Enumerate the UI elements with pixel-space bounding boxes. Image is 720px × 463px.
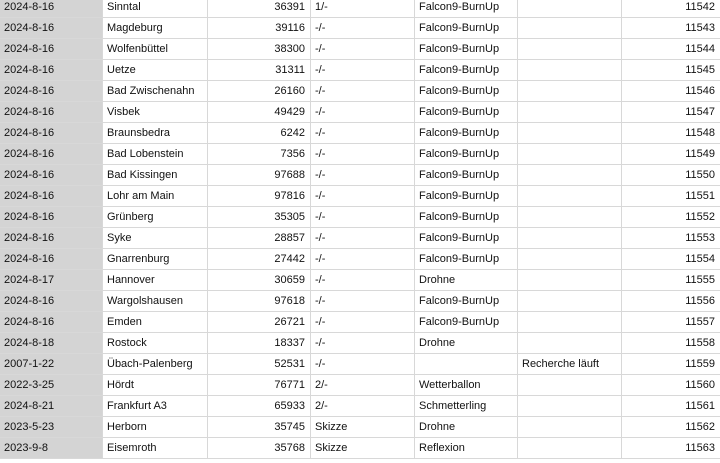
date-cell[interactable]: 2024-8-17: [0, 270, 103, 290]
id-cell[interactable]: 11543: [685, 22, 715, 34]
city-cell[interactable]: Visbek: [103, 102, 208, 122]
table-row: [0, 249, 720, 270]
date-cell[interactable]: 2024-8-16: [0, 165, 103, 185]
code-cell[interactable]: -/-: [311, 312, 415, 332]
type-cell[interactable]: Schmetterling: [415, 396, 518, 416]
city-cell[interactable]: Bad Kissingen: [103, 165, 208, 185]
date-cell[interactable]: 2024-8-16: [0, 312, 103, 332]
code-cell[interactable]: 2/-: [311, 375, 415, 395]
city-cell[interactable]: Sinntal: [103, 0, 208, 17]
date-cell[interactable]: 2024-8-18: [0, 333, 103, 353]
date-cell[interactable]: 2023-5-23: [0, 417, 103, 437]
table-row: [0, 186, 720, 207]
date-cell[interactable]: 2024-8-16: [0, 207, 103, 227]
table-row: [0, 417, 720, 438]
city-cell[interactable]: Übach-Palenberg: [103, 354, 208, 374]
city-cell[interactable]: Bad Lobenstein: [103, 144, 208, 164]
table-row: [0, 39, 720, 60]
status-cell[interactable]: [518, 81, 622, 101]
type-cell[interactable]: Falcon9-BurnUp: [415, 228, 518, 248]
code-cell[interactable]: -/-: [311, 39, 415, 59]
type-cell[interactable]: Falcon9-BurnUp: [415, 0, 518, 17]
city-cell[interactable]: Gnarrenburg: [103, 249, 208, 269]
status-cell[interactable]: [518, 207, 622, 227]
city-cell[interactable]: Wolfenbüttel: [103, 39, 208, 59]
id-cell[interactable]: 11557: [685, 316, 715, 328]
date-cell[interactable]: 2007-1-22: [0, 354, 103, 374]
date-cell[interactable]: 2024-8-16: [0, 60, 103, 80]
type-cell[interactable]: Drohne: [415, 270, 518, 290]
status-cell[interactable]: [518, 333, 622, 353]
city-cell[interactable]: Hördt: [103, 375, 208, 395]
type-cell[interactable]: Falcon9-BurnUp: [415, 39, 518, 59]
code-cell[interactable]: -/-: [311, 354, 415, 374]
date-cell[interactable]: 2024-8-16: [0, 102, 103, 122]
type-cell[interactable]: Falcon9-BurnUp: [415, 186, 518, 206]
number-cell[interactable]: 28857: [208, 228, 311, 248]
table-row: [0, 18, 720, 39]
number-cell[interactable]: 26721: [208, 312, 311, 332]
id-cell[interactable]: 11562: [685, 421, 715, 433]
table-row: [0, 312, 720, 333]
status-cell[interactable]: [518, 438, 622, 458]
type-cell[interactable]: Reflexion: [415, 438, 518, 458]
number-cell[interactable]: 6242: [208, 123, 311, 143]
status-cell[interactable]: [518, 228, 622, 248]
type-cell[interactable]: Falcon9-BurnUp: [415, 18, 518, 38]
table-row: [0, 396, 720, 417]
code-cell[interactable]: -/-: [311, 249, 415, 269]
code-cell[interactable]: -/-: [311, 186, 415, 206]
code-cell[interactable]: -/-: [311, 333, 415, 353]
number-cell[interactable]: 49429: [208, 102, 311, 122]
table-row: [0, 0, 720, 18]
city-cell[interactable]: Herborn: [103, 417, 208, 437]
type-cell[interactable]: Drohne: [415, 333, 518, 353]
city-cell[interactable]: Uetze: [103, 60, 208, 80]
id-cell[interactable]: 11542: [685, 1, 715, 13]
status-cell[interactable]: [518, 102, 622, 122]
date-cell[interactable]: 2024-8-16: [0, 123, 103, 143]
type-cell[interactable]: Falcon9-BurnUp: [415, 81, 518, 101]
id-cell[interactable]: 11552: [685, 211, 715, 223]
id-cell[interactable]: 11560: [685, 379, 715, 391]
number-cell[interactable]: 36391: [208, 0, 311, 17]
type-cell[interactable]: Falcon9-BurnUp: [415, 207, 518, 227]
id-cell[interactable]: 11555: [685, 274, 715, 286]
code-cell[interactable]: -/-: [311, 18, 415, 38]
id-cell[interactable]: 11563: [685, 442, 715, 454]
number-cell[interactable]: 97816: [208, 186, 311, 206]
status-cell[interactable]: [518, 123, 622, 143]
table-row: [0, 102, 720, 123]
id-cell[interactable]: 11558: [685, 337, 715, 349]
table-row: [0, 291, 720, 312]
number-cell[interactable]: 35745: [208, 417, 311, 437]
table-row: [0, 354, 720, 375]
id-cell[interactable]: 11545: [685, 64, 715, 76]
code-cell[interactable]: -/-: [311, 291, 415, 311]
status-cell[interactable]: [518, 165, 622, 185]
id-cell[interactable]: 11553: [685, 232, 715, 244]
city-cell[interactable]: Bad Zwischenahn: [103, 81, 208, 101]
table-row: [0, 228, 720, 249]
city-cell[interactable]: Hannover: [103, 270, 208, 290]
id-cell[interactable]: 11547: [685, 106, 715, 118]
type-cell[interactable]: Falcon9-BurnUp: [415, 144, 518, 164]
type-cell[interactable]: Falcon9-BurnUp: [415, 249, 518, 269]
code-cell[interactable]: Skizze: [311, 438, 415, 458]
status-cell[interactable]: [518, 375, 622, 395]
city-cell[interactable]: Rostock: [103, 333, 208, 353]
number-cell[interactable]: 30659: [208, 270, 311, 290]
status-cell[interactable]: [518, 186, 622, 206]
number-cell[interactable]: 31311: [208, 60, 311, 80]
id-cell[interactable]: 11561: [685, 400, 715, 412]
date-cell[interactable]: 2024-8-16: [0, 228, 103, 248]
status-cell[interactable]: [518, 417, 622, 437]
number-cell[interactable]: 97688: [208, 165, 311, 185]
number-cell[interactable]: 65933: [208, 396, 311, 416]
number-cell[interactable]: 39116: [208, 18, 311, 38]
status-cell[interactable]: [518, 39, 622, 59]
status-cell[interactable]: [518, 60, 622, 80]
number-cell[interactable]: 18337: [208, 333, 311, 353]
table-row: [0, 165, 720, 186]
type-cell[interactable]: Falcon9-BurnUp: [415, 102, 518, 122]
status-cell[interactable]: [518, 270, 622, 290]
date-cell[interactable]: 2023-9-8: [0, 438, 103, 458]
city-cell[interactable]: Frankfurt A3: [103, 396, 208, 416]
status-cell[interactable]: [518, 291, 622, 311]
date-cell[interactable]: 2024-8-16: [0, 291, 103, 311]
table-row: [0, 60, 720, 81]
type-cell[interactable]: Falcon9-BurnUp: [415, 291, 518, 311]
date-cell[interactable]: 2024-8-16: [0, 18, 103, 38]
table-row: [0, 375, 720, 396]
number-cell[interactable]: 97618: [208, 291, 311, 311]
code-cell[interactable]: -/-: [311, 165, 415, 185]
table-row: [0, 333, 720, 354]
id-cell[interactable]: 11549: [685, 148, 715, 160]
number-cell[interactable]: 76771: [208, 375, 311, 395]
code-cell[interactable]: Skizze: [311, 417, 415, 437]
date-cell[interactable]: 2024-8-16: [0, 39, 103, 59]
date-cell[interactable]: 2022-3-25: [0, 375, 103, 395]
id-cell[interactable]: 11550: [685, 169, 715, 181]
id-cell[interactable]: 11559: [685, 358, 715, 370]
id-cell[interactable]: 11544: [685, 43, 715, 55]
number-cell[interactable]: 7356: [208, 144, 311, 164]
type-cell[interactable]: Drohne: [415, 417, 518, 437]
type-cell[interactable]: [415, 354, 518, 374]
status-cell[interactable]: [518, 0, 622, 17]
code-cell[interactable]: -/-: [311, 81, 415, 101]
city-cell[interactable]: Magdeburg: [103, 18, 208, 38]
status-cell[interactable]: [518, 312, 622, 332]
number-cell[interactable]: 52531: [208, 354, 311, 374]
code-cell[interactable]: 1/-: [311, 0, 415, 17]
code-cell[interactable]: -/-: [311, 207, 415, 227]
number-cell[interactable]: 38300: [208, 39, 311, 59]
date-cell[interactable]: 2024-8-16: [0, 81, 103, 101]
type-cell[interactable]: Falcon9-BurnUp: [415, 312, 518, 332]
date-cell[interactable]: 2024-8-16: [0, 249, 103, 269]
id-cell[interactable]: 11546: [685, 85, 715, 97]
number-cell[interactable]: 35305: [208, 207, 311, 227]
table-row: [0, 438, 720, 459]
table-row: [0, 123, 720, 144]
status-cell[interactable]: [518, 18, 622, 38]
code-cell[interactable]: 2/-: [311, 396, 415, 416]
code-cell[interactable]: -/-: [311, 144, 415, 164]
city-cell[interactable]: Lohr am Main: [103, 186, 208, 206]
date-cell[interactable]: 2024-8-16: [0, 0, 103, 17]
number-cell[interactable]: 35768: [208, 438, 311, 458]
status-cell[interactable]: Recherche läuft: [518, 354, 622, 374]
code-cell[interactable]: -/-: [311, 60, 415, 80]
city-cell[interactable]: Emden: [103, 312, 208, 332]
id-cell[interactable]: 11554: [685, 253, 715, 265]
number-cell[interactable]: 26160: [208, 81, 311, 101]
type-cell[interactable]: Falcon9-BurnUp: [415, 123, 518, 143]
id-cell[interactable]: 11556: [685, 295, 715, 307]
type-cell[interactable]: Falcon9-BurnUp: [415, 60, 518, 80]
date-cell[interactable]: 2024-8-16: [0, 186, 103, 206]
status-cell[interactable]: [518, 144, 622, 164]
status-cell[interactable]: [518, 249, 622, 269]
code-cell[interactable]: -/-: [311, 270, 415, 290]
date-cell[interactable]: 2024-8-16: [0, 144, 103, 164]
code-cell[interactable]: -/-: [311, 123, 415, 143]
table-row: [0, 207, 720, 228]
table-row: [0, 81, 720, 102]
id-cell[interactable]: 11551: [685, 190, 715, 202]
id-cell[interactable]: 11548: [685, 127, 715, 139]
city-cell[interactable]: Eisemroth: [103, 438, 208, 458]
type-cell[interactable]: Wetterballon: [415, 375, 518, 395]
date-cell[interactable]: 2024-8-21: [0, 396, 103, 416]
status-cell[interactable]: [518, 396, 622, 416]
code-cell[interactable]: -/-: [311, 102, 415, 122]
city-cell[interactable]: Syke: [103, 228, 208, 248]
table-row: [0, 144, 720, 165]
number-cell[interactable]: 27442: [208, 249, 311, 269]
city-cell[interactable]: Braunsbedra: [103, 123, 208, 143]
code-cell[interactable]: -/-: [311, 228, 415, 248]
city-cell[interactable]: Grünberg: [103, 207, 208, 227]
type-cell[interactable]: Falcon9-BurnUp: [415, 165, 518, 185]
city-cell[interactable]: Wargolshausen: [103, 291, 208, 311]
table-row: [0, 270, 720, 291]
